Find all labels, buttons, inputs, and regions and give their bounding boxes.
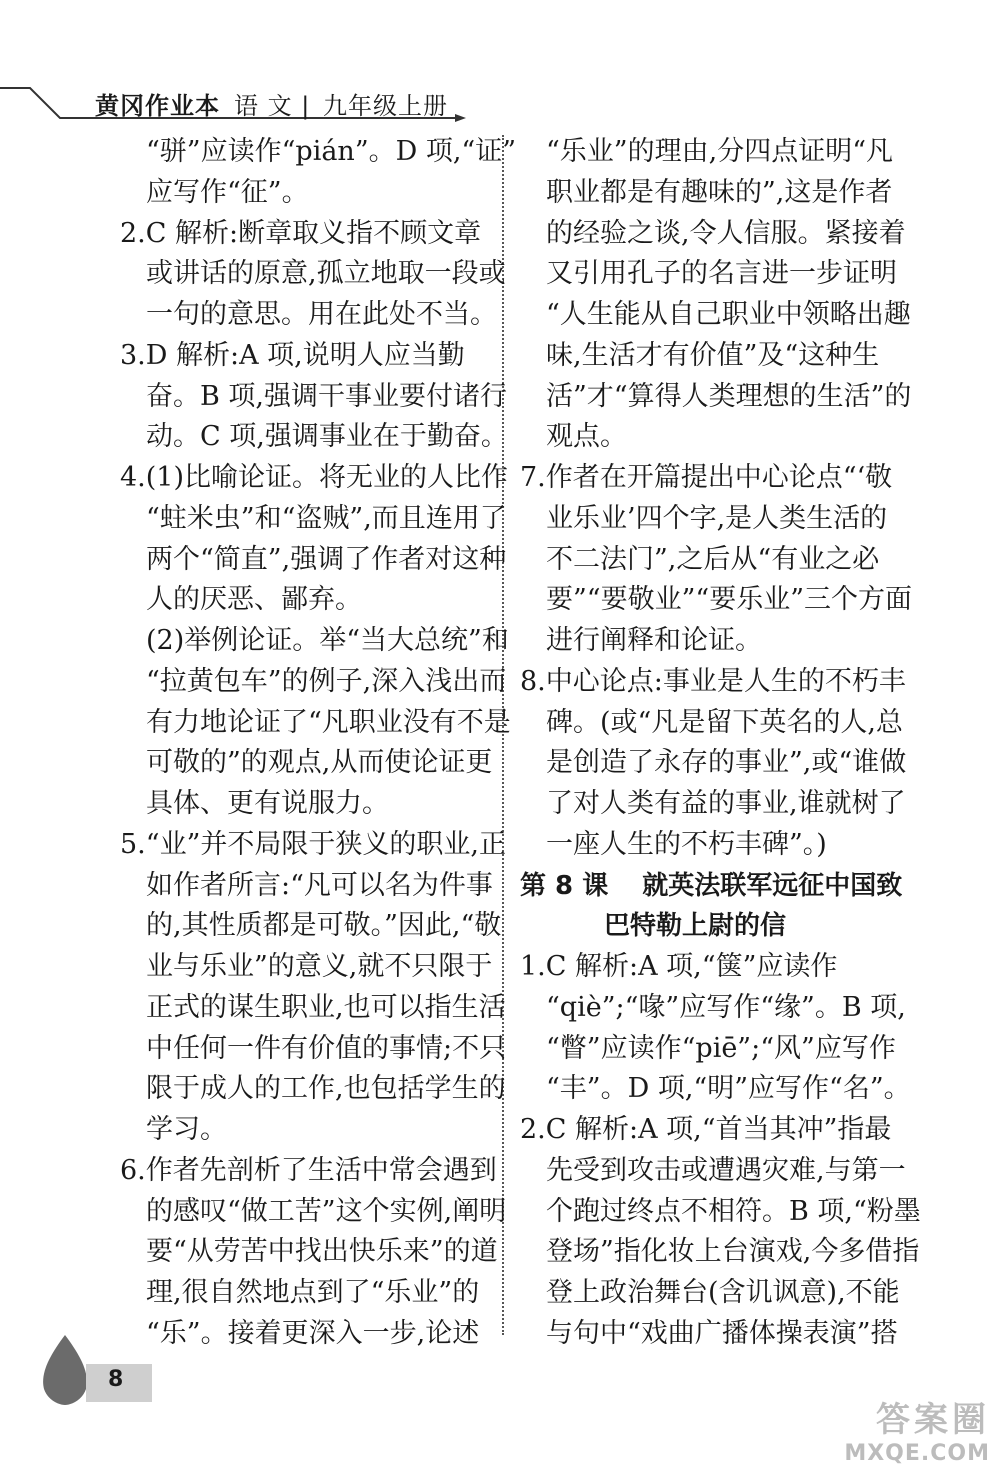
text-line: 正式的谋生职业,也可以指生活 xyxy=(146,991,506,1023)
text-line: 登上政治舞台(含讥讽意),不能 xyxy=(546,1277,900,1308)
text-line: 进行阐释和论证。 xyxy=(546,625,762,656)
text-line: “蛀米虫”和“盗贼”,而且连用了 xyxy=(146,502,507,534)
text-line: 中任何一件有价值的事情;不只 xyxy=(146,1032,507,1064)
text-line: 职业都是有趣味的”,这是作者 xyxy=(546,176,893,208)
header-title xyxy=(95,86,448,121)
text-line: “乐业”的理由,分四点证明“凡 xyxy=(546,136,893,167)
text-line: 或讲话的原意,孤立地取一段或 xyxy=(146,258,506,290)
text-line: “骈”应读作“pián”。D 项,“证” xyxy=(146,136,517,167)
lesson-number: 第 8 课 xyxy=(520,870,609,901)
watermark-url: MXQE.COM xyxy=(844,1441,990,1466)
text-line: “qiè”;“喙”应写作“缘”。B 项, xyxy=(546,991,906,1023)
text-line: 要”“要敬业”“要乐业”三个方面 xyxy=(546,584,913,616)
text-line: 先受到攻击或遭遇灾难,与第一 xyxy=(546,1154,906,1186)
text-line: 观点。 xyxy=(546,421,627,453)
right-column xyxy=(520,132,921,1355)
text-line: 应写作“征”。 xyxy=(146,176,309,208)
text-line: 碑。(或“凡是留下英名的人,总 xyxy=(546,706,903,738)
page-number: 8 xyxy=(108,1367,124,1392)
leaf-icon xyxy=(40,1335,90,1405)
text-line: 一座人生的不朽丰碑”。) xyxy=(546,828,827,860)
text-line: 如作者所言:“凡可以名为件事 xyxy=(146,869,493,901)
text-line: 3.D 解析:A 项,说明人应当勤 xyxy=(120,339,465,371)
text-line: “丰”。D 项,“明”应写作“名”。 xyxy=(546,1073,911,1105)
text-line: 个跑过终点不相符。B 项,“粉墨 xyxy=(546,1195,921,1227)
text-line: 味,生活才有价值”及“这种生 xyxy=(546,339,880,371)
header-separator: | xyxy=(292,92,319,120)
text-line: 是创造了永存的事业”,或“谁做 xyxy=(546,747,907,779)
text-line: 限于成人的工作,也包括学生的 xyxy=(146,1073,506,1105)
text-line: 又引用孔子的名言进一步证明 xyxy=(546,258,897,290)
text-line: 的感叹“做工苦”这个实例,阐明 xyxy=(146,1195,507,1227)
left-column xyxy=(120,132,517,1355)
text-line: (2)举例论证。举“当大总统”和 xyxy=(146,625,509,656)
text-line: 与句中“戏曲广播体操表演”搭 xyxy=(546,1317,898,1349)
watermark xyxy=(820,1392,990,1466)
text-line: 8.中心论点:事业是人生的不朽丰 xyxy=(520,665,906,697)
page-header xyxy=(0,76,470,124)
watermark-logo: 答案圈 xyxy=(876,1400,990,1440)
text-line: 一句的意思。用在此处不当。 xyxy=(146,299,497,330)
text-line: “瞥”应读作“piē”;“风”应写作 xyxy=(546,1032,896,1064)
lesson-heading xyxy=(520,866,903,907)
text-line: 了对人类有益的事业,谁就树了 xyxy=(546,788,906,819)
text-line: “拉黄包车”的例子,深入浅出而 xyxy=(146,665,507,697)
text-line: 的,其性质都是可敬。”因此,“敬 xyxy=(146,910,502,942)
right-column-lesson-answers xyxy=(520,947,921,1355)
text-line: 登场”指化妆上台演戏,今多借指 xyxy=(546,1236,920,1268)
text-line: 奋。B 项,强调干事业要付诸行 xyxy=(146,380,508,412)
text-line: 要“从劳苦中找出快乐来”的道 xyxy=(146,1236,498,1268)
text-line: 7.作者在开篇提出中心论点“‘敬 xyxy=(520,462,893,493)
text-line: 学习。 xyxy=(146,1114,227,1145)
text-line: 动。C 项,强调事业在于勤奋。 xyxy=(146,421,508,453)
lesson-title-line2: 巴特勒上尉的信 xyxy=(604,911,787,942)
text-line: 2.C 解析:A 项,“首当其冲”指最 xyxy=(520,1114,892,1145)
text-line: 业乐业’四个字,是人类生活的 xyxy=(546,502,888,534)
text-line: 的经验之谈,令人信服。紧接着 xyxy=(546,217,906,249)
text-line: 5.“业”并不局限于狭义的职业,正 xyxy=(120,828,506,860)
right-column-answers xyxy=(520,132,913,866)
text-line: 不二法门”,之后从“有业之必 xyxy=(546,543,880,575)
text-line: 有力地论证了“凡职业没有不是 xyxy=(146,706,511,738)
header-subject: 语 文 xyxy=(234,92,293,120)
text-line: 4.(1)比喻论证。将无业的人比作 xyxy=(120,462,509,493)
text-line: 1.C 解析:A 项,“箧”应读作 xyxy=(520,951,838,982)
text-line: “乐”。接着更深入一步,论述 xyxy=(146,1317,480,1349)
lesson-title-line1: 就英法联军远征中国致 xyxy=(642,870,903,901)
header-grade: 九年级上册 xyxy=(322,92,448,120)
text-line: 人的厌恶、鄙弃。 xyxy=(146,584,362,616)
text-line: 2.C 解析:断章取义指不顾文章 xyxy=(120,217,482,249)
text-line: 可敬的”的观点,从而使论证更 xyxy=(146,747,493,779)
text-line: 活”才“算得人类理想的生活”的 xyxy=(546,380,912,412)
text-line: 理,很自然地点到了“乐业”的 xyxy=(146,1277,480,1308)
text-line: 两个“简直”,强调了作者对这种 xyxy=(146,543,507,575)
text-line: 6.作者先剖析了生活中常会遇到 xyxy=(120,1154,497,1186)
text-line: 具体、更有说服力。 xyxy=(146,788,389,819)
text-line: “人生能从自己职业中领略出趣 xyxy=(546,299,911,330)
text-line: 业与乐业”的意义,就不只限于 xyxy=(146,951,493,982)
header-brand: 黄冈作业本 xyxy=(95,92,220,120)
